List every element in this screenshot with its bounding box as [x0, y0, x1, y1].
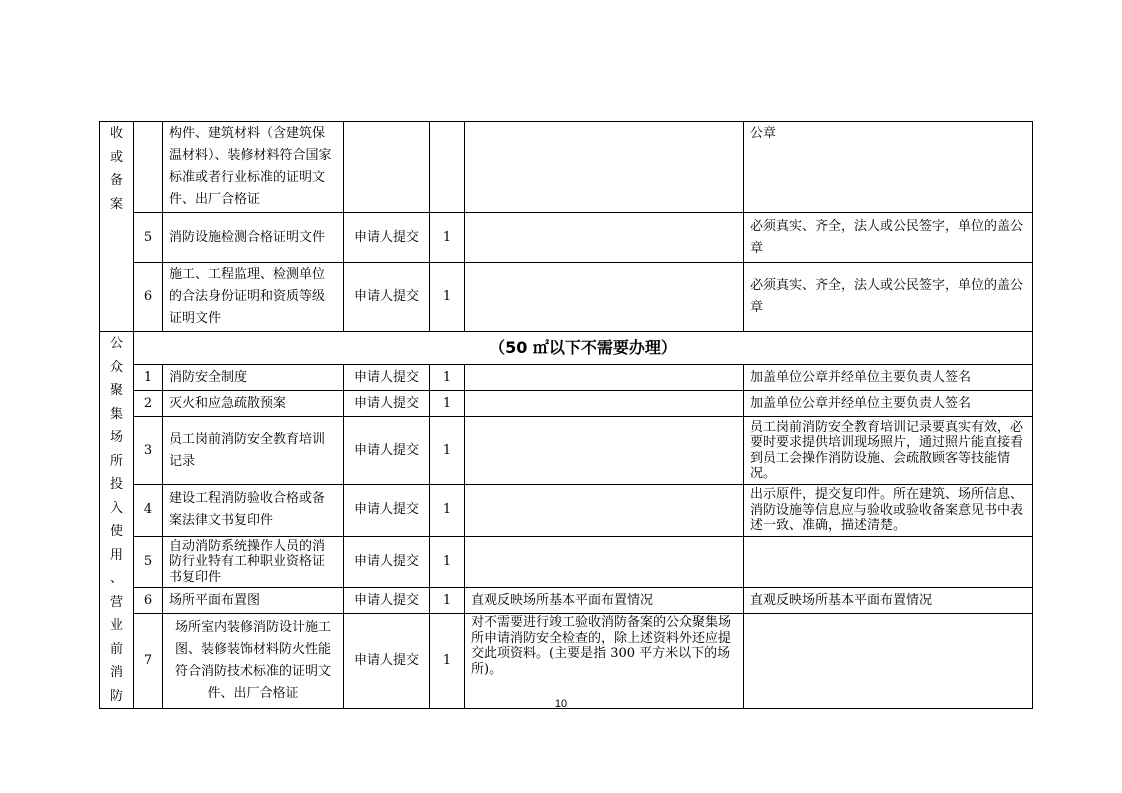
- copy-count: 1: [430, 391, 465, 417]
- requirement-notes: 公章: [744, 122, 1033, 213]
- section-label-filing: 收 或 备 案: [100, 122, 134, 332]
- submitter: 申请人提交: [344, 417, 430, 485]
- material-name: 场所平面布置图: [163, 588, 344, 614]
- submitter: 申请人提交: [344, 614, 430, 709]
- copy-count: 1: [430, 614, 465, 709]
- requirement-notes: [744, 614, 1033, 709]
- row-number: 6: [134, 263, 163, 332]
- submitter: 申请人提交: [344, 365, 430, 391]
- row-number: 5: [134, 536, 163, 587]
- submitter: 申请人提交: [344, 588, 430, 614]
- copy-count: 1: [430, 536, 465, 587]
- material-name: 员工岗前消防安全教育培训记录: [163, 417, 344, 485]
- material-description: 对不需要进行竣工验收消防备案的公众聚集场所申请消防安全检查的，除上述资料外还应提交此项资料。(主要是指 300 平方米以下的场所)。: [465, 614, 744, 709]
- submitter: 申请人提交: [344, 536, 430, 587]
- requirement-notes: 直观反映场所基本平面布置情况: [744, 588, 1033, 614]
- material-name: 灭火和应急疏散预案: [163, 391, 344, 417]
- table-row: [100, 391, 1033, 417]
- copy-count: 1: [430, 263, 465, 332]
- copy-count: 1: [430, 213, 465, 263]
- table-row: [100, 365, 1033, 391]
- submitter: 申请人提交: [344, 263, 430, 332]
- page-number: 10: [554, 698, 568, 710]
- material-name: 自动消防系统操作人员的消防行业特有工种职业资格证书复印件: [163, 536, 344, 587]
- copy-count: 1: [430, 484, 465, 536]
- submitter: 申请人提交: [344, 391, 430, 417]
- requirement-notes: 员工岗前消防安全教育培训记录要真实有效，必要时要求提供培训现场照片，通过照片能直接看到员工会操作消防设施、会疏散顾客等技能情况。: [744, 417, 1033, 485]
- table-row: [100, 588, 1033, 614]
- submitter: 申请人提交: [344, 484, 430, 536]
- table-row: [100, 614, 1033, 709]
- section-label-public-venue: 公 众 聚 集 场 所 投 入 使 用 、 营 业 前 消 防: [100, 332, 134, 709]
- material-description: [465, 365, 744, 391]
- material-description: [465, 213, 744, 263]
- row-number: 6: [134, 588, 163, 614]
- document-table: [99, 121, 1033, 709]
- table-row: [100, 417, 1033, 485]
- requirement-notes: [744, 536, 1033, 587]
- table-row: [100, 213, 1033, 263]
- material-name: 构件、建筑材料（含建筑保温材料）、装修材料符合国家标准或者行业标准的证明文件、出厂合格证: [163, 122, 344, 213]
- submitter: 申请人提交: [344, 213, 430, 263]
- requirement-notes: 加盖单位公章并经单位主要负责人签名: [744, 365, 1033, 391]
- row-number: 7: [134, 614, 163, 709]
- material-description: [465, 391, 744, 417]
- row-number: 2: [134, 391, 163, 417]
- material-name: 建设工程消防验收合格或备案法律文书复印件: [163, 484, 344, 536]
- material-description: 直观反映场所基本平面布置情况: [465, 588, 744, 614]
- table-row: [100, 122, 1033, 213]
- table-row: [100, 263, 1033, 332]
- submitter: [344, 122, 430, 213]
- material-description: [465, 536, 744, 587]
- table-row: [100, 536, 1033, 587]
- material-name: 施工、工程监理、检测单位的合法身份证明和资质等级证明文件: [163, 263, 344, 332]
- requirement-notes: 必须真实、齐全，法人或公民签字，单位的盖公章: [744, 213, 1033, 263]
- requirement-notes: 加盖单位公章并经单位主要负责人签名: [744, 391, 1033, 417]
- copy-count: 1: [430, 417, 465, 485]
- material-description: [465, 122, 744, 213]
- requirement-notes: 出示原件，提交复印件。所在建筑、场所信息、消防设施等信息应与验收或验收备案意见书中表述一致、准确，描述清楚。: [744, 484, 1033, 536]
- material-description: [465, 484, 744, 536]
- material-description: [465, 263, 744, 332]
- area-exemption-banner: （50 ㎡以下不需要办理）: [134, 332, 1033, 365]
- row-number: 4: [134, 484, 163, 536]
- row-number: 3: [134, 417, 163, 485]
- material-name: 消防设施检测合格证明文件: [163, 213, 344, 263]
- table-row: [100, 484, 1033, 536]
- row-number: [134, 122, 163, 213]
- copy-count: 1: [430, 588, 465, 614]
- row-number: 1: [134, 365, 163, 391]
- copy-count: [430, 122, 465, 213]
- material-name: 场所室内装修消防设计施工图、装修装饰材料防火性能符合消防技术标准的证明文件、出厂合格证: [163, 614, 344, 709]
- copy-count: 1: [430, 365, 465, 391]
- row-number: 5: [134, 213, 163, 263]
- requirement-notes: 必须真实、齐全，法人或公民签字，单位的盖公章: [744, 263, 1033, 332]
- table-row: [100, 332, 1033, 365]
- material-name: 消防安全制度: [163, 365, 344, 391]
- material-description: [465, 417, 744, 485]
